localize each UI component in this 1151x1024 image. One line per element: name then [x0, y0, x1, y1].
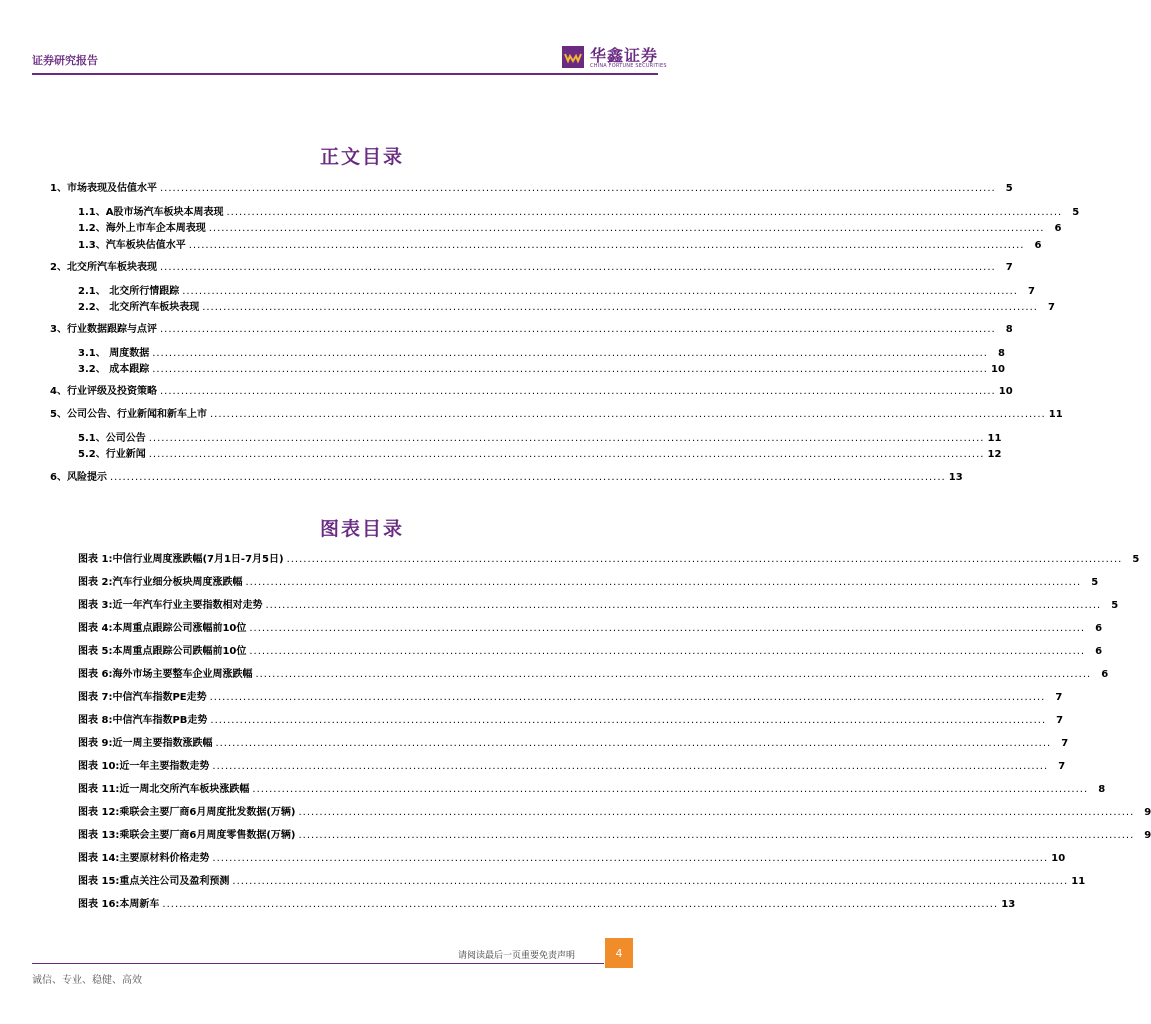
toc-entry-page: 5 [1072, 207, 1080, 218]
toc-entry-page: 8 [1005, 324, 1013, 335]
disclaimer-note: 请阅读最后一页重要免责声明 [458, 951, 576, 961]
figure-entry[interactable] [78, 619, 1103, 635]
dot-leader: ........................................................................................................................................................................................................ [109, 472, 946, 483]
dot-leader: ........................................................................................................................................................................................................ [159, 183, 996, 194]
figure-entry-text: 图表 1:中信行业周度涨跌幅(7月1日-7月5日) [78, 554, 284, 565]
figure-entry-page: 5 [1132, 554, 1140, 565]
figure-entry-page: 7 [1061, 738, 1069, 749]
figure-entry[interactable] [78, 895, 1016, 911]
toc-entry-number: 5、 [50, 409, 67, 420]
dot-leader: ........................................................................................................................................................................................................ [249, 623, 1086, 634]
brand-name: 华鑫证券 [590, 46, 659, 65]
figure-entry-text: 图表 15:重点关注公司及盈利预测 [78, 876, 230, 887]
figure-entry[interactable] [78, 803, 1151, 819]
china-fortune-logo-icon [562, 46, 584, 68]
figure-entry-page: 7 [1055, 692, 1063, 703]
dot-leader: ........................................................................................................................................................................................................ [226, 207, 1063, 218]
figure-entry-text: 图表 8:中信汽车指数PB走势 [78, 715, 208, 726]
figure-entry-page: 5 [1111, 600, 1119, 611]
dot-leader: ........................................................................................................................................................................................................ [249, 646, 1086, 657]
figure-entry-page: 9 [1144, 830, 1151, 841]
dot-leader: ........................................................................................................................................................................................................ [210, 715, 1047, 726]
dot-leader: ........................................................................................................................................................................................................ [232, 876, 1069, 887]
toc-entry[interactable] [78, 344, 1005, 360]
figure-entry-page: 7 [1056, 715, 1064, 726]
figure-entry[interactable] [78, 642, 1103, 658]
toc-entry[interactable] [50, 405, 1063, 421]
toc-entry-number: 6、 [50, 472, 67, 483]
toc-entry-text: 1.1、A股市场汽车板块本周表现 [78, 207, 224, 218]
figure-entry[interactable] [78, 757, 1066, 773]
figure-entry-text: 图表 12:乘联会主要厂商6月周度批发数据(万辆) [78, 807, 296, 818]
dot-leader: ........................................................................................................................................................................................................ [208, 223, 1045, 234]
figures-title: 图表目录 [319, 518, 404, 540]
toc-entry-text: 行业数据跟踪与点评 [66, 324, 157, 335]
figure-entry[interactable] [78, 711, 1064, 727]
figure-entry-text: 图表 5:本周重点跟踪公司跌幅前10位 [78, 646, 247, 657]
toc-entry-text: 1.2、海外上市车企本周表现 [78, 223, 206, 234]
toc-entry-text: 3.2、 成本跟踪 [78, 364, 150, 375]
toc-entry[interactable] [50, 320, 1013, 336]
dot-leader: ........................................................................................................................................................................................................ [255, 669, 1092, 680]
toc-entry-page: 10 [991, 364, 1005, 375]
toc-entry[interactable] [78, 360, 1005, 376]
toc-entry[interactable] [78, 282, 1035, 298]
dot-leader: ........................................................................................................................................................................................................ [152, 364, 988, 375]
footer-divider [32, 963, 604, 964]
toc-entry[interactable] [50, 382, 1013, 398]
toc-entry[interactable] [78, 219, 1062, 235]
figure-entry-text: 图表 14:主要原材料价格走势 [78, 853, 210, 864]
figure-entry-text: 图表 10:近一年主要指数走势 [78, 761, 210, 772]
figure-entry[interactable] [78, 573, 1099, 589]
dot-leader: ........................................................................................................................................................................................................ [212, 853, 1049, 864]
dot-leader: ........................................................................................................................................................................................................ [209, 409, 1046, 420]
dot-leader: ........................................................................................................................................................................................................ [148, 433, 985, 444]
dot-leader: ........................................................................................................................................................................................................ [265, 600, 1102, 611]
figure-entry-page: 5 [1091, 577, 1099, 588]
toc-entry-page: 6 [1054, 223, 1062, 234]
dot-leader: ........................................................................................................................................................................................................ [182, 286, 1018, 297]
toc-entry-text: 5.1、公司公告 [78, 433, 146, 444]
figure-entry-page: 9 [1144, 807, 1151, 818]
toc-entry-number: 4、 [50, 386, 67, 397]
brand-subtitle: CHINA FORTUNE SECURITIES [590, 63, 667, 69]
toc-entry[interactable] [50, 258, 1013, 274]
toc-entry-number: 1、 [50, 183, 67, 194]
dot-leader: ........................................................................................................................................................................................................ [245, 577, 1082, 588]
figure-entry-page: 6 [1101, 669, 1109, 680]
toc-entry-page: 7 [1047, 302, 1055, 313]
dot-leader: ........................................................................................................................................................................................................ [159, 324, 996, 335]
toc-entry-number: 2、 [50, 262, 67, 273]
toc-entry-text: 北交所汽车板块表现 [66, 262, 157, 273]
header-divider [32, 73, 658, 75]
toc-entry[interactable] [50, 468, 963, 484]
dot-leader: ........................................................................................................................................................................................................ [209, 692, 1046, 703]
toc-entry[interactable] [78, 298, 1055, 314]
figure-entry[interactable] [78, 596, 1119, 612]
figure-entry-page: 6 [1095, 646, 1103, 657]
toc-entry-page: 7 [1027, 286, 1035, 297]
dot-leader: ........................................................................................................................................................................................................ [159, 386, 996, 397]
figure-entry-page: 11 [1071, 876, 1086, 887]
dot-leader: ........................................................................................................................................................................................................ [202, 302, 1038, 313]
figure-entry-text: 图表 16:本周新车 [78, 899, 160, 910]
figure-entry-text: 图表 11:近一周北交所汽车板块涨跌幅 [78, 784, 250, 795]
figure-entry-page: 6 [1095, 623, 1103, 634]
figure-entry-text: 图表 13:乘联会主要厂商6月周度零售数据(万辆) [78, 830, 296, 841]
toc-entry-text: 2.1、 北交所行情跟踪 [78, 286, 180, 297]
figure-entry-text: 图表 4:本周重点跟踪公司涨幅前10位 [78, 623, 247, 634]
footer-slogan: 诚信、专业、稳健、高效 [32, 975, 142, 986]
toc-entry[interactable] [78, 203, 1080, 219]
figure-entry[interactable] [78, 872, 1086, 888]
dot-leader: ........................................................................................................................................................................................................ [212, 761, 1049, 772]
figure-entry[interactable] [78, 550, 1140, 566]
toc-entry-page: 13 [948, 472, 963, 483]
toc-title: 正文目录 [319, 146, 404, 168]
toc-entry-text: 1.3、汽车板块估值水平 [78, 240, 186, 251]
figure-entry[interactable] [78, 849, 1066, 865]
toc-entry[interactable] [78, 445, 1002, 461]
dot-leader: ........................................................................................................................................................................................................ [298, 830, 1135, 841]
dot-leader: ........................................................................................................................................................................................................ [152, 348, 988, 359]
toc-entry[interactable] [78, 236, 1042, 252]
toc-entry-page: 11 [987, 433, 1002, 444]
toc-entry-text: 市场表现及估值水平 [66, 183, 157, 194]
figure-entry-text: 图表 7:中信汽车指数PE走势 [78, 692, 207, 703]
toc-entry-text: 5.2、行业新闻 [78, 449, 146, 460]
figure-entry[interactable] [78, 688, 1063, 704]
toc-entry-number: 3、 [50, 324, 67, 335]
dot-leader: ........................................................................................................................................................................................................ [162, 899, 999, 910]
dot-leader: ........................................................................................................................................................................................................ [159, 262, 996, 273]
figure-entry[interactable] [78, 734, 1069, 750]
toc-entry-page: 11 [1048, 409, 1063, 420]
toc-entry-page: 8 [997, 348, 1005, 359]
dot-leader: ........................................................................................................................................................................................................ [148, 449, 985, 460]
page-number: 4 [605, 938, 633, 968]
dot-leader: ........................................................................................................................................................................................................ [215, 738, 1052, 749]
toc-entry-page: 5 [1005, 183, 1013, 194]
figure-entry-text: 图表 2:汽车行业细分板块周度涨跌幅 [78, 577, 243, 588]
toc-entry-text: 风险提示 [66, 472, 107, 483]
toc-entry-page: 6 [1034, 240, 1042, 251]
header-label: 证券研究报告 [32, 54, 98, 67]
dot-leader: ........................................................................................................................................................................................................ [252, 784, 1089, 795]
dot-leader: ........................................................................................................................................................................................................ [298, 807, 1135, 818]
figure-entry[interactable] [78, 826, 1151, 842]
toc-entry-text: 行业评级及投资策略 [66, 386, 157, 397]
figure-entry-page: 13 [1001, 899, 1016, 910]
toc-entry-page: 12 [987, 449, 1002, 460]
figure-entry[interactable] [78, 780, 1106, 796]
dot-leader: ........................................................................................................................................................................................................ [188, 240, 1025, 251]
figure-entry-text: 图表 6:海外市场主要整车企业周涨跌幅 [78, 669, 253, 680]
toc-entry-page: 10 [998, 386, 1013, 397]
toc-entry-text: 3.1、 周度数据 [78, 348, 150, 359]
toc-entry[interactable] [78, 429, 1002, 445]
toc-entry-page: 7 [1005, 262, 1013, 273]
figure-entry-page: 7 [1058, 761, 1066, 772]
figure-entry[interactable] [78, 665, 1109, 681]
figure-entry-text: 图表 9:近一周主要指数涨跌幅 [78, 738, 213, 749]
figure-entry-page: 8 [1098, 784, 1106, 795]
figure-entry-page: 10 [1051, 853, 1066, 864]
toc-entry-text: 2.2、 北交所汽车板块表现 [78, 302, 200, 313]
dot-leader: ........................................................................................................................................................................................................ [286, 554, 1123, 565]
toc-entry-text: 公司公告、行业新闻和新车上市 [66, 409, 207, 420]
toc-entry[interactable] [50, 179, 1013, 195]
figure-entry-text: 图表 3:近一年汽车行业主要指数相对走势 [78, 600, 263, 611]
